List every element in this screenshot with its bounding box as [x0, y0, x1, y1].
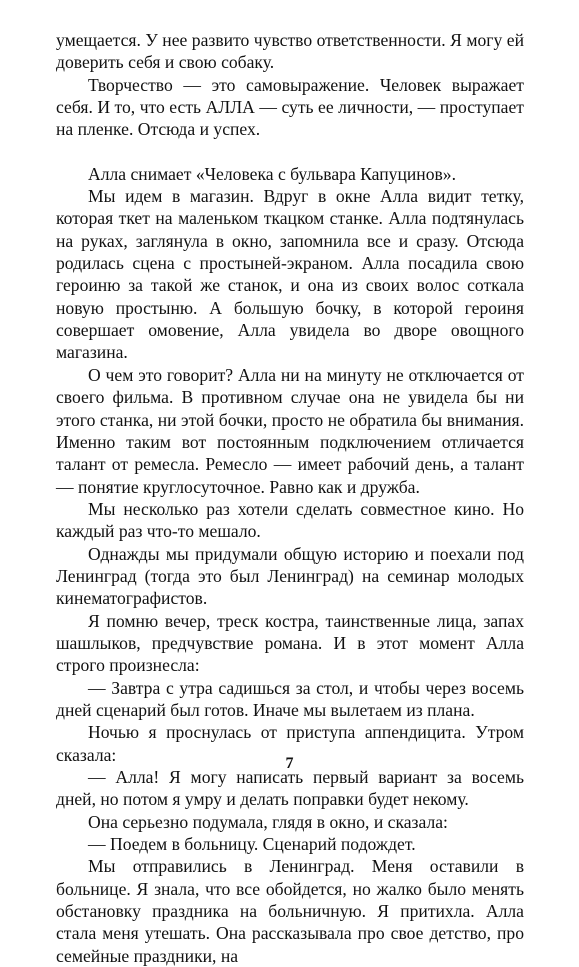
paragraph-11: — Алла! Я могу написать первый вариант за восемь дней, но потом я умру и делать поправки будет некому.: [56, 767, 524, 810]
paragraph-14: Мы отправились в Ленинград. Меня оставили в больнице. Я знала, что все обойдется, но жалко было менять обстановку праздника на больничную. Я притихла. Алла стала меня утешать. Она рассказывала про свое детство, про семейные праздники, на: [56, 856, 524, 966]
paragraph-4: Мы идем в магазин. Вдруг в окне Алла видит тетку, которая ткет на маленьком ткацком станке. Алла подтянулась на руках, заглянула в окно, запомнила все и сразу. Отсюда родилась сцена с простыней-экраном. Алла посадила свою героиню за такой же станок, и она из своих волос соткала новую простыню. А большую бочку, в которой героиня совершает омовение, Алла увидела во дворе овощного магазина.: [56, 186, 524, 363]
paragraph-12: Она серьезно подумала, глядя в окно, и сказала:: [88, 811, 448, 832]
paragraph-6: Мы несколько раз хотели сделать совместное кино. Но каждый раз что-то мешало.: [56, 498, 524, 542]
section-gap: [56, 141, 524, 163]
paragraph-7: Однажды мы придумали общую историю и поехали под Ленинград (тогда это был Ленинград) на семинар молодых кинематографистов.: [56, 543, 524, 609]
paragraph-3: Алла снимает «Человека с бульвара Капуцинов».: [88, 163, 456, 184]
paragraph-2: Творчество — это самовыражение. Человек выражает себя. И то, что есть АЛЛА — суть ее личности, — проступает на пленке. Отсюда и успех.: [56, 74, 524, 140]
body-text: [56, 29, 524, 967]
paragraph-1: умещается. У нее развито чувство ответственности. Я могу ей доверить себя и свою собаку.: [56, 30, 524, 73]
paragraph-8: Я помню вечер, треск костра, таинственные лица, запах шашлыков, предчувствие романа. И в этот момент Алла строго произнесла:: [56, 610, 524, 676]
paragraph-5: О чем это говорит? Алла ни на минуту не отключается от своего фильма. В противном случае она не увидела бы ни этого станка, ни этой бочки, просто не обратила бы внимания. Именно таким вот постоянным подключением отличается талант от ремесла. Ремесло — имеет рабочий день, а талант — понятие круглосуточное. Равно как и дружба.: [56, 364, 524, 497]
paragraph-13: — Поедем в больницу. Сценарий подождет.: [88, 834, 416, 855]
page-number: 7: [285, 755, 294, 772]
paragraph-9: — Завтра с утра садишься за стол, и чтобы через восемь дней сценарий был готов. Иначе мы вылетаем из плана.: [56, 677, 524, 720]
paragraph-10: Ночью я проснулась от приступа аппендицита. Утром сказала:: [56, 722, 524, 765]
